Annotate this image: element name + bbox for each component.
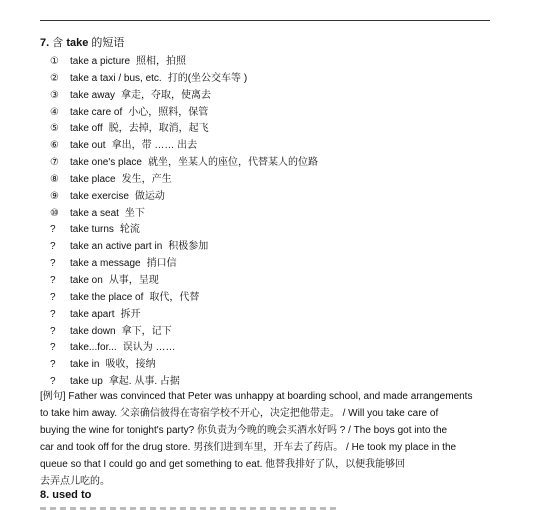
list-item [50,71,318,88]
phrase-chinese: 拿出，带 …… 出去 [111,140,198,152]
item-number: ? [50,308,56,320]
item-number: ⑦ [50,157,59,169]
phrase-chinese: 积极参加 [168,241,209,253]
phrase-chinese: 轮流 [119,224,140,236]
item-number: ① [50,56,59,67]
phrase-english: take up [70,376,103,388]
item-number: ⑧ [50,173,59,185]
phrase-english: take turns [70,224,114,236]
example-line: 去弄点儿吃的。 [40,476,110,487]
phrase-chinese: 坐下 [124,207,145,219]
phrase-english: take...for... [70,342,117,354]
item-number: ② [50,72,59,84]
phrase-chinese: 脱，去掉，取消，起飞 [108,123,209,135]
list-item [50,206,318,223]
phrase-chinese: 拆开 [120,308,141,320]
item-number: ⑩ [50,207,59,219]
item-number: ? [50,258,56,270]
item-number: ? [50,376,56,388]
phrase-chinese: 小心，照料，保管 [128,106,209,118]
list-item [50,273,318,290]
example-line: car and took off for the drug store. 男孩们进到车里，开车去了药店。 / He took my place in the [40,442,457,453]
item-number: ⑥ [50,140,59,152]
phrase-english: take out [70,140,106,152]
phrase-chinese: 照相，拍照 [136,56,187,67]
phrase-english: take a picture [70,56,131,67]
phrase-chinese: 拿起. 从事. 占据 [108,376,180,388]
section-number: 7. [40,37,50,49]
phrase-english: take on [70,274,103,286]
phrase-chinese: 打的(坐公交车等 ) [167,72,248,84]
list-item [50,324,318,341]
example-paragraph [40,388,492,490]
item-number: ③ [50,89,59,101]
example-line: to take him away. 父亲确信彼得在寄宿学校不开心，决定把他带走。 / Will you take care of [40,408,439,419]
item-number: ? [50,291,56,303]
phrase-english: take down [70,325,116,337]
section-suffix: 的短语 [91,37,125,49]
item-number: ? [50,224,56,236]
phrase-english: take a taxi / bus, etc. [70,72,162,84]
phrase-english: take a seat [70,207,119,219]
item-number: ④ [50,106,59,118]
list-item [50,357,318,374]
phrase-chinese: 发生，产生 [121,173,172,185]
example-line: [例句] Father was convinced that Peter was unhappy at boarding school, and made arrangements [40,391,473,402]
item-number: ? [50,359,56,371]
cut-off-text-line [40,505,340,510]
item-number: ⑤ [50,123,59,135]
list-item [50,256,318,273]
list-item [50,290,318,307]
phrase-english: take in [70,359,100,371]
phrase-chinese: 吸收，接纳 [105,359,156,371]
phrase-list [50,54,318,391]
phrase-chinese: 取代，代替 [149,291,200,303]
phrase-english: take care of [70,106,123,118]
item-number: ? [50,241,56,253]
phrase-english: take one's place [70,157,142,169]
phrase-english: take off [70,123,103,135]
list-item [50,307,318,324]
item-number: ? [50,274,56,286]
phrase-english: take away [70,89,116,101]
example-line: buying the wine for tonight's party? 你负责为今晚的晚会买酒水好吗 ? / The boys got into the [40,425,448,436]
section-prefix: 含 [52,37,64,49]
phrase-chinese: 就坐，坐某人的座位，代替某人的位路 [147,157,318,169]
phrase-chinese: 拿走，夺取，使离去 [121,89,212,101]
phrase-chinese: 拿下，记下 [121,325,172,337]
list-item [50,155,318,172]
phrase-chinese: 误认为 …… [122,342,176,354]
list-item [50,54,318,71]
phrase-english: take apart [70,308,115,320]
item-number: ⑨ [50,190,59,202]
phrase-english: take place [70,173,116,185]
section-keyword: take [66,37,89,49]
list-item [50,121,318,138]
example-line: queue so that I could go and get something to eat. 他替我排好了队，以便我能够回 [40,459,406,470]
list-item [50,105,318,122]
list-item [50,88,318,105]
list-item [50,239,318,256]
phrase-chinese: 做运动 [134,190,165,202]
list-item [50,189,318,206]
section-8-title: 8. used to [40,489,92,501]
phrase-english: take the place of [70,291,144,303]
phrase-chinese: 从事，呈现 [108,274,159,286]
list-item [50,138,318,155]
item-number: ? [50,325,56,337]
phrase-english: take a message [70,258,141,270]
phrase-english: take exercise [70,190,129,202]
list-item [50,340,318,357]
phrase-chinese: 捎口信 [146,258,177,270]
header-rule [40,20,490,21]
section-7-title [40,37,124,50]
phrase-english: take an active part in [70,241,163,253]
list-item [50,172,318,189]
list-item [50,222,318,239]
item-number: ? [50,342,56,354]
